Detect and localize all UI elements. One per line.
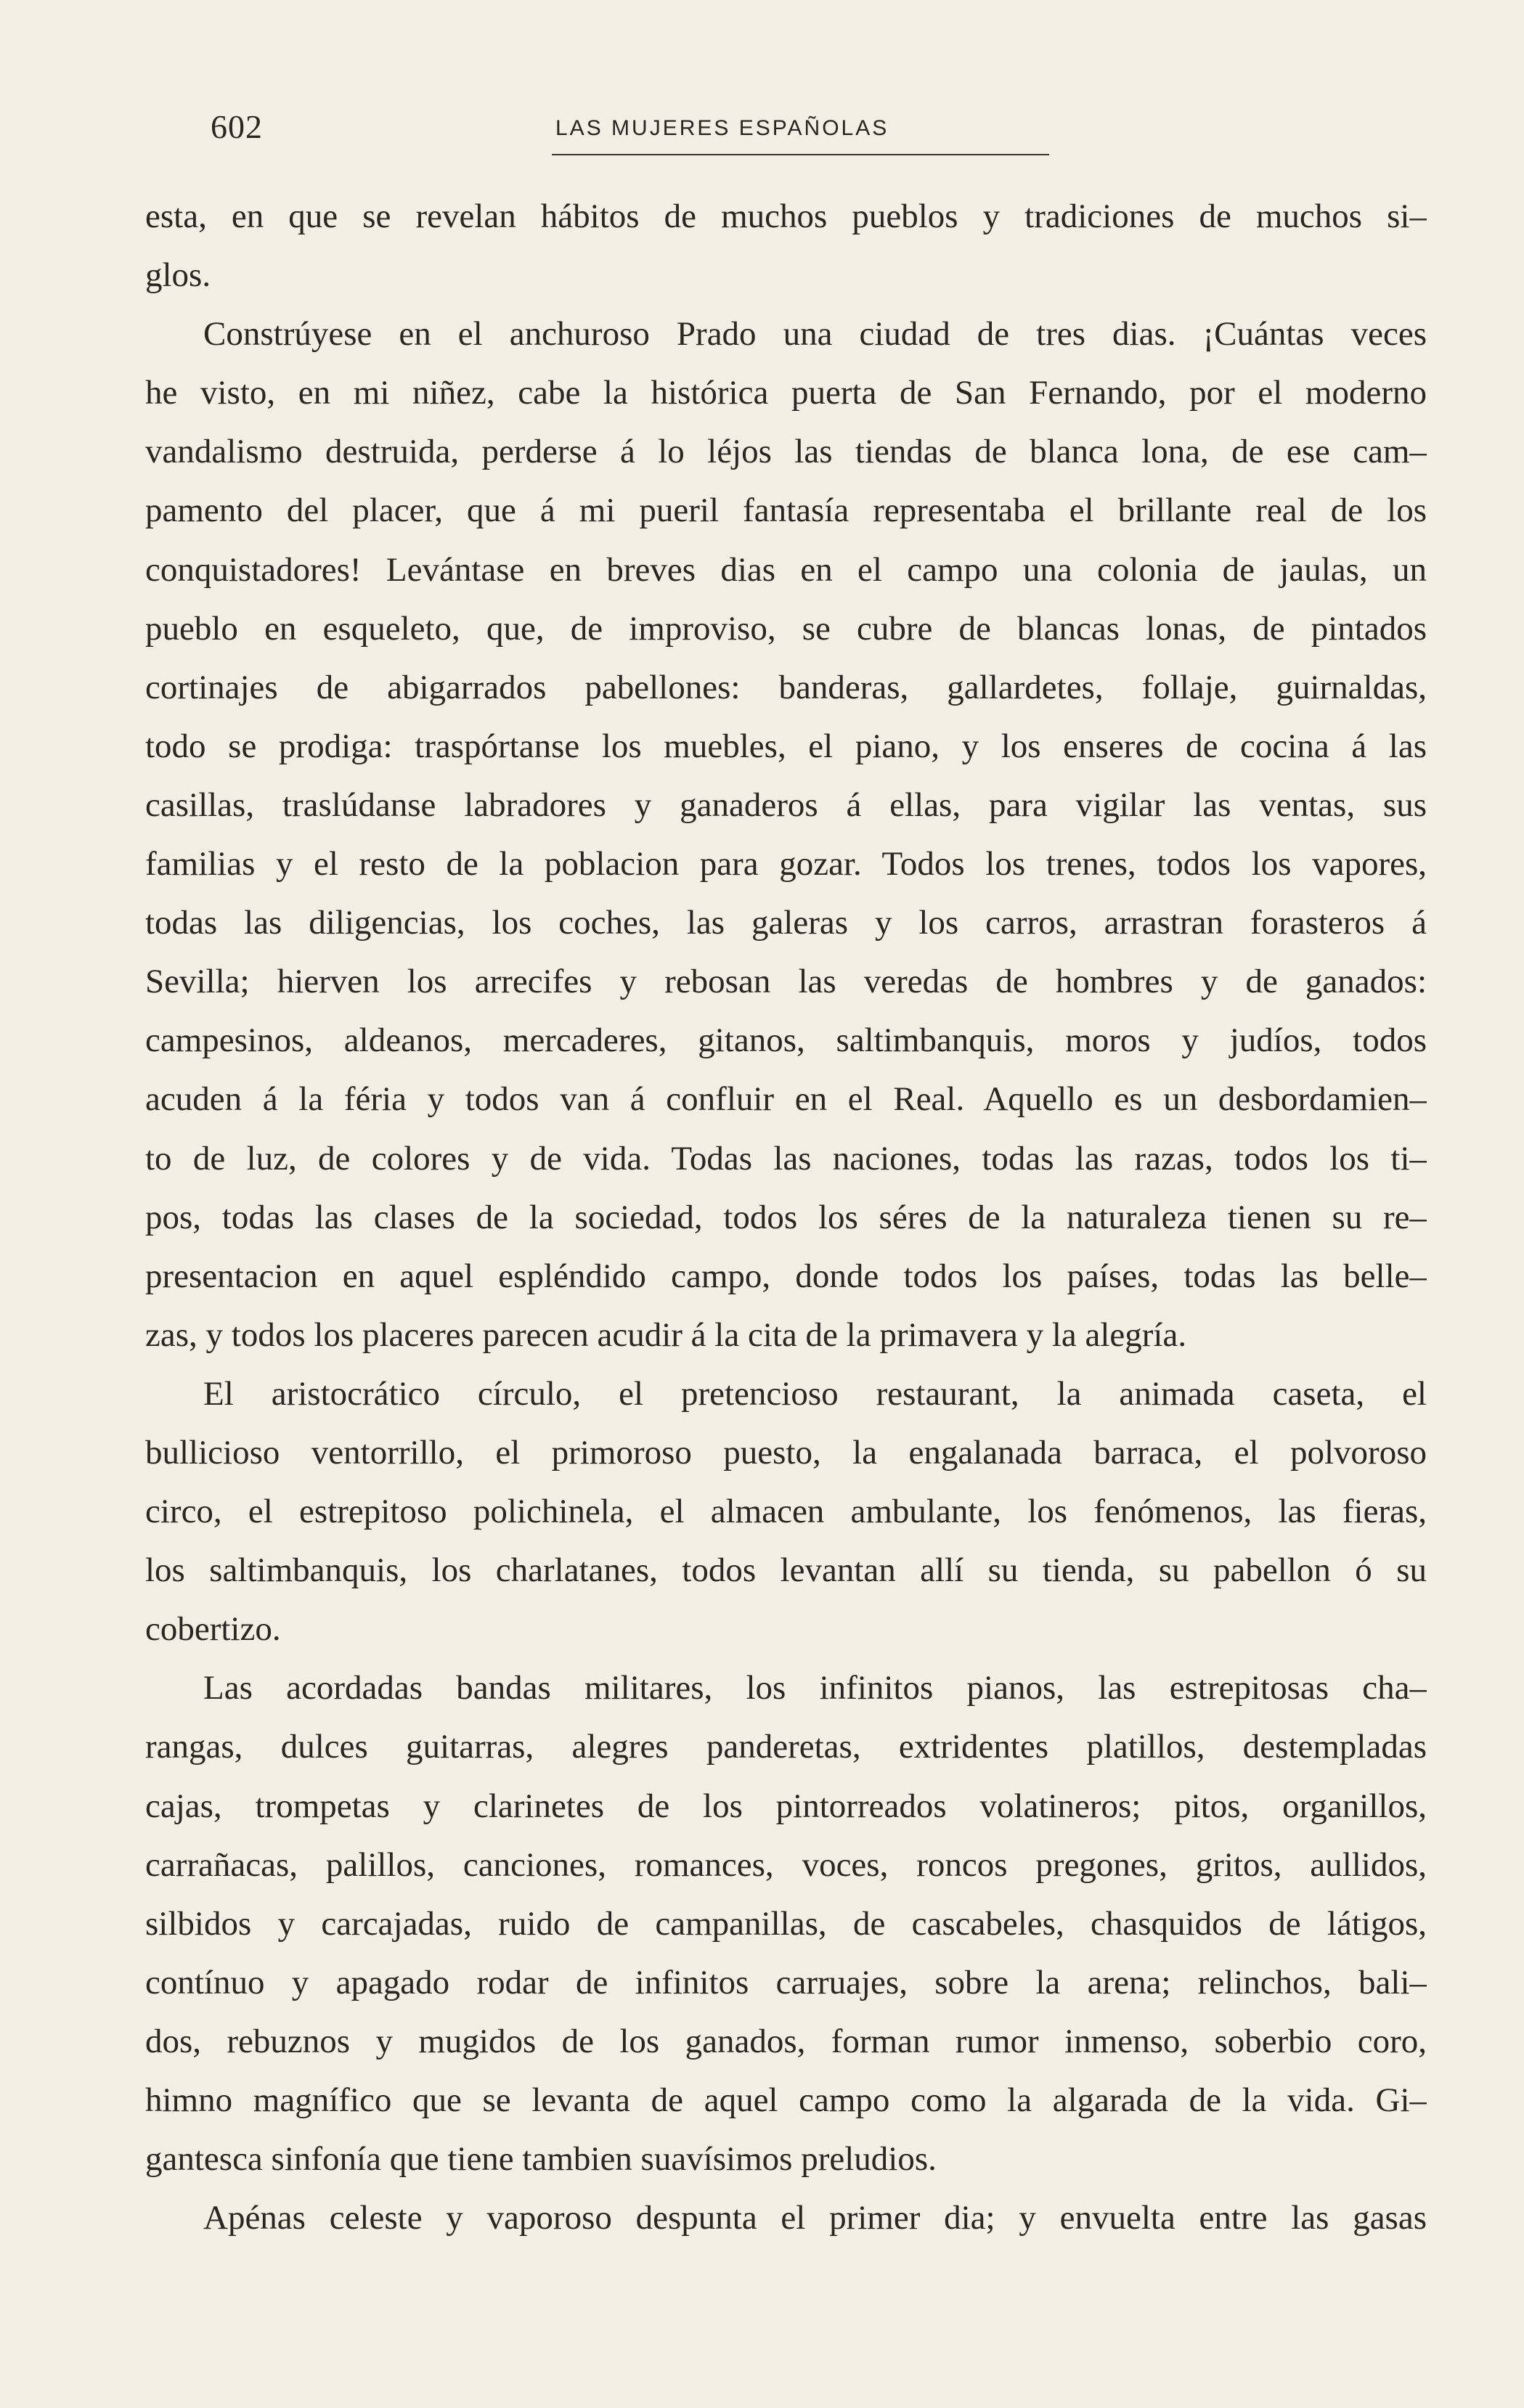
- header-rule: [552, 154, 1049, 155]
- text-line: presentacion en aquel espléndido campo, donde todos los países, todas las belle–: [145, 1257, 1427, 1295]
- text-line: todo se prodiga: traspórtanse los muebles, el piano, y los enseres de cocina á las: [145, 727, 1427, 765]
- text-line: casillas, traslúdanse labradores y ganaderos á ellas, para vigilar las ventas, sus: [145, 785, 1427, 824]
- text-line: pamento del placer, que á mi pueril fantasía representaba el brillante real de los: [145, 491, 1427, 530]
- text-line: cajas, trompetas y clarinetes de los pintorreados volatineros; pitos, organillos,: [145, 1787, 1427, 1825]
- text-line: to de luz, de colores y de vida. Todas las naciones, todas las razas, todos los ti–: [145, 1139, 1427, 1178]
- text-line: zas, y todos los placeres parecen acudir á la cita de la primavera y la alegría.: [145, 1315, 1187, 1354]
- text-line: pueblo en esqueleto, que, de improviso, se cubre de blancas lonas, de pintados: [145, 609, 1427, 648]
- text-line: Apénas celeste y vaporoso despunta el primer dia; y envuelta entre las gasas: [203, 2199, 1427, 2237]
- text-line: Las acordadas bandas militares, los infinitos pianos, las estrepitosas cha–: [203, 1669, 1427, 1707]
- text-line: silbidos y carcajadas, ruido de campanillas, de cascabeles, chasquidos de látigos,: [145, 1904, 1427, 1943]
- text-line: circo, el estrepitoso polichinela, el almacen ambulante, los fenómenos, las fieras,: [145, 1493, 1427, 1531]
- text-line: acuden á la féria y todos van á confluir en el Real. Aquello es un desbordamien–: [145, 1080, 1427, 1119]
- text-line: himno magnífico que se levanta de aquel campo como la algarada de la vida. Gi–: [145, 2081, 1427, 2119]
- text-line: esta, en que se revelan hábitos de muchos pueblos y tradiciones de muchos si–: [145, 197, 1427, 235]
- page-number: 602: [211, 108, 263, 145]
- page-header: [211, 102, 1445, 160]
- text-line: vandalismo destruida, perderse á lo léjos las tiendas de blanca lona, de ese cam–: [145, 433, 1427, 471]
- text-line: carrañacas, palillos, canciones, romances, voces, roncos pregones, gritos, aullidos,: [145, 1845, 1427, 1884]
- text-line: conquistadores! Levántase en breves dias en el campo una colonia de jaulas, un: [145, 550, 1427, 589]
- text-line: rangas, dulces guitarras, alegres panderetas, extridentes platillos, destempladas: [145, 1728, 1427, 1766]
- body-text: [145, 187, 1427, 2248]
- text-line: Sevilla; hierven los arrecifes y rebosan las veredas de hombres y de ganados:: [145, 963, 1427, 1001]
- text-line: familias y el resto de la poblacion para gozar. Todos los trenes, todos los vapores,: [145, 845, 1427, 883]
- text-line: contínuo y apagado rodar de infinitos carruajes, sobre la arena; relinchos, bali–: [145, 1963, 1427, 2001]
- text-line: gantesca sinfonía que tiene tambien suavísimos preludios.: [145, 2140, 937, 2179]
- text-line: glos.: [145, 256, 211, 295]
- text-line: dos, rebuznos y mugidos de los ganados, forman rumor inmenso, soberbio coro,: [145, 2022, 1427, 2060]
- text-line: cobertizo.: [145, 1610, 281, 1649]
- text-line: todas las diligencias, los coches, las galeras y los carros, arrastran forasteros á: [145, 904, 1427, 942]
- text-line: Constrúyese en el anchuroso Prado una ciudad de tres dias. ¡Cuántas veces: [203, 315, 1427, 354]
- text-line: pos, todas las clases de la sociedad, todos los séres de la naturaleza tienen su re–: [145, 1198, 1427, 1236]
- text-line: campesinos, aldeanos, mercaderes, gitanos, saltimbanquis, moros y judíos, todos: [145, 1021, 1427, 1060]
- running-title: LAS MUJERES ESPAÑOLAS: [555, 116, 889, 140]
- text-line: bullicioso ventorrillo, el primoroso puesto, la engalanada barraca, el polvoroso: [145, 1433, 1427, 1472]
- text-line: los saltimbanquis, los charlatanes, todos levantan allí su tienda, su pabellon ó su: [145, 1551, 1427, 1590]
- text-line: he visto, en mi niñez, cabe la histórica puerta de San Fernando, por el moderno: [145, 374, 1427, 412]
- text-line: El aristocrático círculo, el pretencioso restaurant, la animada caseta, el: [203, 1374, 1427, 1413]
- text-line: cortinajes de abigarrados pabellones: banderas, gallardetes, follaje, guirnaldas,: [145, 668, 1427, 706]
